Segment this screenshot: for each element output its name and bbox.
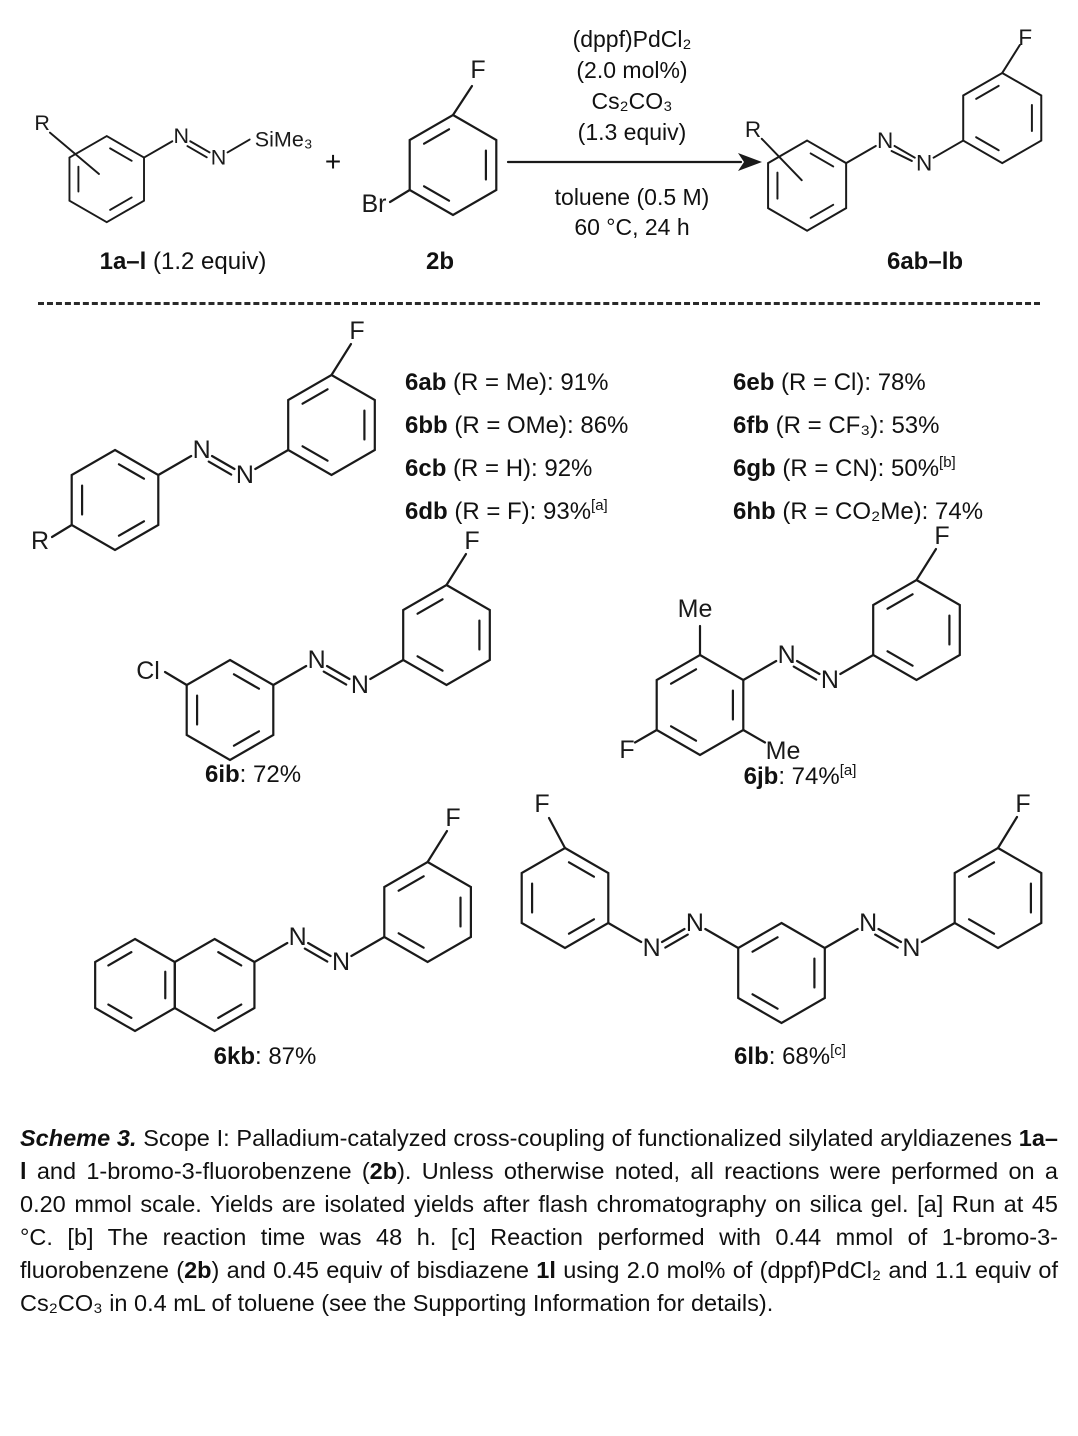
atom-label-f: F [1015, 790, 1031, 818]
yield-text: : 68% [768, 1043, 831, 1070]
atom-label-me: Me [677, 595, 713, 623]
benzene-ring [955, 848, 1042, 948]
benzene-ring [738, 923, 825, 1023]
condition-line: (dppf)PdCl₂ [572, 26, 692, 52]
caption-segment: ) and 0.45 equiv of bisdiazene [211, 1257, 537, 1283]
caption-segment: 1l [536, 1257, 556, 1283]
aromatic-inner-bond [108, 952, 131, 965]
condition-line: (2.0 mol%) [576, 57, 688, 83]
compound-id: 6bb [405, 412, 448, 439]
atom-label-f: F [349, 317, 365, 345]
aromatic-inner-bond [671, 669, 696, 683]
aromatic-inner-bond [418, 656, 443, 670]
benzene-ring [963, 73, 1041, 163]
bond [825, 929, 858, 948]
yield-list-left [405, 358, 628, 530]
aromatic-inner-bond [399, 876, 424, 890]
aromatic-inner-bond [753, 994, 778, 1008]
atom-label-n: N [916, 150, 933, 176]
atom-label-n: N [210, 145, 227, 170]
structure-6ib [85, 527, 505, 775]
atom-label-n: N [235, 461, 254, 489]
bond [255, 450, 288, 469]
bond [273, 666, 306, 685]
bond [917, 549, 937, 580]
benzene-ring [403, 585, 490, 685]
bond [209, 462, 232, 475]
yield-text: (R = Me): 91% [446, 369, 609, 396]
caption-segment: 2b [369, 1158, 398, 1184]
aromatic-inner-bond [218, 1005, 241, 1018]
atom-label-n: N [173, 123, 190, 148]
yield-text: : 87% [254, 1043, 317, 1070]
compound-id: 6ab–lb [886, 248, 964, 275]
aromatic-inner-bond [811, 153, 834, 166]
yield-text: (R = CF₃): 53% [769, 412, 940, 439]
atom-label-br: Br [361, 190, 387, 218]
aromatic-inner-bond [418, 599, 443, 613]
compound-id: 6gb [733, 455, 776, 482]
condition-line: 60 °C, 24 h [574, 214, 690, 240]
atom-label-n: N [331, 948, 351, 976]
yield-entry [405, 358, 628, 401]
aromatic-inner-bond [969, 919, 994, 933]
yield-text: (R = CN): 50% [775, 455, 940, 482]
compound-id: 6kb [213, 1043, 255, 1070]
structure-scope-template [20, 317, 410, 565]
aromatic-inner-bond [976, 86, 999, 99]
caption-segment: using 2.0 mol% of (dppf)PdCl₂ and 1.1 equiv of Cs₂CO₃ in 0.4 mL of toluene (see the Supporting Information for details). [20, 1257, 1058, 1316]
benzene-ring [768, 141, 846, 231]
caption-segment: ). Unless otherwise noted, all reactions were performed on a 0.20 mmol scale. Yields are isolated yields after flash chromatography on silica gel. [a] Run at 45 °C. [b] The reaction time was 48 h. [c] Reaction performed with 0.44 mmol of 1-bromo-3-fluorobenzene ( [20, 1158, 1058, 1283]
aromatic-inner-bond [753, 937, 778, 951]
bond [305, 949, 328, 962]
aromatic-inner-bond [108, 1005, 131, 1018]
yield-text: (R = F): 93% [447, 498, 592, 525]
structure-6kb [55, 805, 480, 1040]
bond [794, 667, 817, 680]
atom-label-n: N [859, 909, 878, 937]
condition-line: (1.3 equiv) [577, 119, 687, 145]
bond [840, 655, 873, 674]
atom-label-sime3: SiMe₃ [254, 127, 313, 152]
reaction-conditions-below [498, 182, 766, 242]
atom-label-f: F [619, 736, 635, 764]
bond [165, 672, 187, 685]
atom-label-n: N [685, 909, 704, 937]
bond [998, 817, 1017, 848]
bond [308, 943, 331, 956]
aromatic-inner-bond [976, 137, 999, 150]
aromatic-inner-bond [234, 731, 259, 745]
yield-text: (R = CO₂Me): 74% [775, 498, 984, 525]
benzene-ring [288, 375, 375, 475]
bond [50, 133, 99, 174]
condition-line: Cs₂CO₃ [591, 88, 673, 114]
compound-label-2b [400, 248, 480, 276]
compound-id: 6hb [733, 498, 776, 525]
bond [370, 660, 403, 679]
bond [324, 672, 347, 685]
aromatic-inner-bond [811, 205, 834, 218]
compound-label-6lb [690, 1042, 890, 1071]
yield-list-right [733, 358, 983, 530]
caption-segment: Scheme 3. [20, 1125, 137, 1151]
reaction-arrow [505, 148, 763, 176]
aromatic-inner-bond [569, 919, 594, 933]
caption-segment: 2b [184, 1257, 212, 1283]
footnote-ref: [b] [939, 454, 956, 471]
compound-id: 2b [425, 248, 454, 275]
structure-6lb [495, 788, 1075, 1038]
bond [428, 831, 447, 862]
compound-label-6jb [700, 762, 900, 791]
yield-entry [733, 444, 983, 487]
bond [327, 666, 350, 679]
compound-label-6ib [153, 760, 353, 789]
bond [549, 818, 565, 848]
aromatic-inner-bond [218, 952, 241, 965]
caption-segment: and 1-bromo-3-fluorobenzene ( [26, 1158, 370, 1184]
aromatic-inner-bond [424, 129, 449, 143]
bond [187, 146, 206, 157]
atom-label-n: N [288, 923, 307, 951]
compound-id: 6ib [204, 761, 240, 788]
bond [892, 151, 912, 161]
atom-label-cl: Cl [136, 657, 160, 685]
structure-product-azobenzene [735, 8, 1073, 256]
bond [254, 943, 287, 962]
bond [1002, 45, 1020, 73]
caption-segment: 1a–l [20, 1125, 1059, 1184]
compound-id: 6ab [405, 369, 447, 396]
compound-label-1a-l [33, 248, 333, 276]
yield-text: : 72% [239, 761, 302, 788]
yield-text: (R = H): 92% [446, 455, 593, 482]
compound-label-6kb [165, 1042, 365, 1071]
plus-sign: + [324, 146, 342, 177]
bond [743, 661, 776, 680]
compound-id: 6db [405, 498, 448, 525]
atom-label-n: N [877, 127, 894, 153]
aromatic-inner-bond [119, 464, 144, 478]
aromatic-inner-bond [110, 148, 132, 160]
aromatic-inner-bond [303, 446, 328, 460]
bond [453, 86, 472, 115]
aromatic-inner-bond [888, 594, 913, 608]
compound-id: 1a–l [99, 248, 147, 275]
atom-label-f: F [464, 527, 480, 555]
bond [52, 525, 72, 537]
benzene-ring [410, 115, 497, 215]
bond [879, 929, 902, 942]
atom-label-f: F [534, 790, 550, 818]
aromatic-inner-bond [399, 933, 424, 947]
benzene-ring [69, 136, 144, 222]
compound-id: 6fb [733, 412, 769, 439]
yield-text: (R = Cl): 78% [774, 369, 926, 396]
atom-label-n: N [307, 646, 326, 674]
atom-label-n: N [820, 666, 839, 694]
structure-reactant-aryldiazene [12, 50, 322, 248]
atom-label-n: N [642, 934, 661, 962]
bond [190, 141, 209, 152]
atom-label-n: N [350, 671, 369, 699]
bond [447, 554, 467, 585]
compound-label-6ab-lb [825, 248, 1025, 276]
bond [665, 935, 688, 948]
reaction-conditions-above [498, 24, 766, 148]
atom-label-n: N [192, 436, 211, 464]
bond [875, 935, 898, 948]
compound-id: 6lb [734, 1043, 769, 1070]
structure-6jb [615, 522, 975, 775]
bond [228, 140, 250, 153]
bond [158, 456, 191, 475]
yield-entry [405, 444, 628, 487]
bond [635, 730, 657, 743]
compound-id: 6cb [405, 455, 447, 482]
yield-entry [405, 401, 628, 444]
bond [797, 661, 820, 674]
yield-text: : 74% [778, 763, 840, 790]
footnote-ref: [c] [830, 1042, 846, 1059]
bond [922, 923, 955, 942]
yield-entry [733, 358, 983, 401]
bond [144, 141, 172, 157]
bond [608, 923, 641, 942]
yield-entry [733, 401, 983, 444]
aromatic-inner-bond [969, 862, 994, 876]
scheme-caption [20, 1122, 1058, 1320]
atom-label-me: Me [765, 737, 801, 765]
bond [662, 929, 685, 942]
benzene-ring [873, 580, 960, 680]
bond [895, 146, 915, 158]
yield-text: (R = OMe): 86% [447, 412, 629, 439]
aromatic-inner-bond [569, 862, 594, 876]
benzene-ring [657, 655, 744, 755]
atom-label-f: F [445, 804, 461, 832]
benzene-ring [175, 939, 255, 1031]
atom-label-f: F [934, 522, 950, 550]
atom-label-r: R [30, 527, 50, 555]
aromatic-inner-bond [888, 651, 913, 665]
benzene-ring [95, 939, 175, 1031]
atom-label-r: R [744, 116, 762, 142]
condition-line: toluene (0.5 M) [554, 184, 710, 210]
benzene-ring [187, 660, 274, 760]
aromatic-inner-bond [424, 186, 449, 200]
benzene-ring [522, 848, 609, 948]
footnote-ref: [a] [839, 762, 857, 779]
bond [212, 456, 235, 469]
bond [390, 190, 410, 202]
bond [705, 929, 738, 948]
caption-segment: Scope I: Palladium-catalyzed cross-coupling of functionalized silylated aryldiazenes [136, 1125, 1019, 1151]
bond [332, 344, 352, 375]
bond [351, 937, 384, 956]
atom-label-f: F [1018, 25, 1033, 51]
bond [846, 146, 876, 163]
bond [934, 141, 964, 158]
yield-entry [405, 487, 628, 530]
compound-id: 6eb [733, 369, 775, 396]
bond [743, 730, 765, 743]
aromatic-inner-bond [110, 197, 132, 209]
compound-equiv: (1.2 equiv) [146, 248, 267, 275]
atom-label-f: F [470, 56, 486, 84]
aromatic-inner-bond [234, 674, 259, 688]
atom-label-n: N [777, 641, 796, 669]
aromatic-inner-bond [303, 389, 328, 403]
atom-label-n: N [902, 934, 921, 962]
benzene-ring [384, 862, 471, 962]
footnote-ref: [a] [591, 497, 608, 514]
compound-id: 6jb [743, 763, 779, 790]
aromatic-inner-bond [671, 726, 696, 740]
section-divider [38, 302, 1040, 305]
atom-label-r: R [34, 111, 50, 136]
